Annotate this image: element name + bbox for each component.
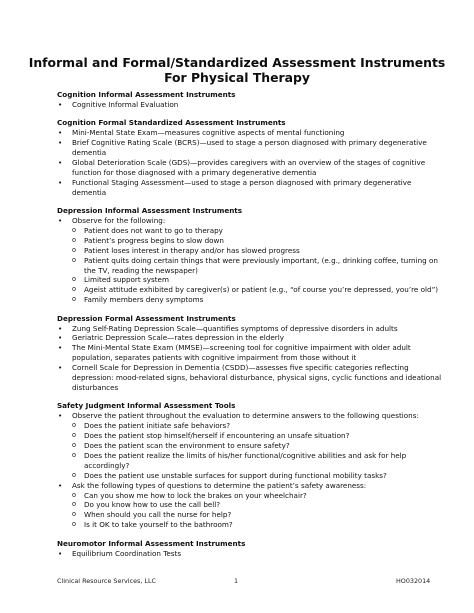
bullet-item: • The Mini-Mental State Exam (MMSE)—screening tool for cognitive impairment with older adult population, separates patients with cognitive impairment from those without it	[57, 343, 442, 363]
section-heading: Depression Informal Assessment Instruments	[57, 206, 243, 216]
document-title-line-1: Informal and Formal/Standardized Assessment Instruments	[28, 55, 446, 70]
bullet-item: • Functional Staging Assessment—used to stage a person diagnosed with primary degenerative dementia	[57, 178, 442, 198]
section-heading: Safety Judgment Informal Assessment Tools	[57, 401, 236, 411]
document-body	[57, 90, 442, 567]
bullet-item: • Zung Self-Rating Depression Scale—quantifies symptoms of depressive disorders in adults	[57, 324, 442, 334]
sub-bullet-item: o When should you call the nurse for help?	[57, 510, 442, 520]
sub-bullet-item: o Can you show me how to lock the brakes on your wheelchair?	[57, 491, 442, 501]
section-heading: Cognition Informal Assessment Instruments	[57, 90, 236, 99]
sub-bullet-item: o Do you know how to use the call bell?	[57, 500, 442, 510]
bullet-item: • Ask the following types of questions to determine the patient’s safety awareness:	[57, 481, 442, 491]
section-neuromotor-informal	[57, 539, 442, 559]
bullet-item: • Cornell Scale for Depression in Dementia (CSDD)—assesses five specific categories reflecting depression: mood-related signs, behavioral disturbance, physical signs, cyclic functions and ideational disturbances	[57, 363, 442, 393]
footer-document-code: HO032014	[396, 577, 431, 585]
section-heading: Cognition Formal Standardized Assessment Instruments	[57, 118, 286, 128]
bullet-item: • Brief Cognitive Rating Scale (BCRS)—used to stage a person diagnosed with primary degenerative dementia	[57, 138, 442, 158]
section-heading: Neuromotor Informal Assessment Instruments	[57, 538, 246, 548]
sub-bullet-item: o Patient quits doing certain things that were previously important, (e.g., drinking coffee, turning on the TV, reading the newspaper)	[57, 256, 442, 276]
section-depression-formal	[57, 314, 442, 393]
bullet-item: • Cognitive Informal Evaluation	[57, 100, 442, 110]
bullet-item: • Global Deterioration Scale (GDS)—provides caregivers with an overview of the stages of cognitive function for those diagnosed with a primary degenerative dementia	[57, 158, 442, 178]
section-cognition-formal	[57, 118, 442, 197]
bullet-item: • Observe for the following:	[57, 216, 442, 226]
section-depression-informal	[57, 206, 442, 305]
bullet-item: • Geriatric Depression Scale—rates depression in the elderly	[57, 333, 442, 343]
bullet-item: • Observe the patient throughout the evaluation to determine answers to the following questions:	[57, 411, 442, 421]
sub-bullet-item: o Does the patient scan the environment to ensure safety?	[57, 441, 442, 451]
bullet-item: • Mini-Mental State Exam—measures cognitive aspects of mental functioning	[57, 128, 442, 138]
sub-bullet-item: o Patient’s progress begins to slow down	[57, 236, 442, 246]
sub-bullet-item: o Patient loses interest in therapy and/or has slowed progress	[57, 246, 442, 256]
section-safety-judgment	[57, 401, 442, 530]
sub-bullet-item: o Ageist attitude exhibited by caregiver(s) or patient (e.g., “of course you’re depressed, you’re old”)	[57, 285, 442, 295]
sub-bullet-item: o Does the patient realize the limits of his/her functional/cognitive abilities and ask for help accordingly?	[57, 451, 442, 471]
sub-bullet-item: o Does the patient initiate safe behaviors?	[57, 421, 442, 431]
sub-bullet-item: o Does the patient use unstable surfaces for support during functional mobility tasks?	[57, 471, 442, 481]
sub-bullet-item: o Limited support system	[57, 275, 442, 285]
sub-bullet-item: o Is it OK to take yourself to the bathroom?	[57, 520, 442, 530]
sub-bullet-item: o Family members deny symptoms	[57, 295, 442, 305]
document-title-line-2: For Physical Therapy	[164, 70, 310, 85]
section-cognition-informal	[57, 90, 442, 110]
sub-bullet-item: o Patient does not want to go to therapy	[57, 226, 442, 236]
section-heading: Depression Formal Assessment Instruments	[57, 313, 236, 323]
bullet-item: • Equilibrium Coordination Tests	[57, 549, 442, 559]
footer-company: Clinical Resource Services, LLC	[57, 577, 157, 585]
sub-bullet-item: o Does the patient stop himself/herself if encountering an unsafe situation?	[57, 431, 442, 441]
footer-page-number: 1	[234, 577, 239, 585]
